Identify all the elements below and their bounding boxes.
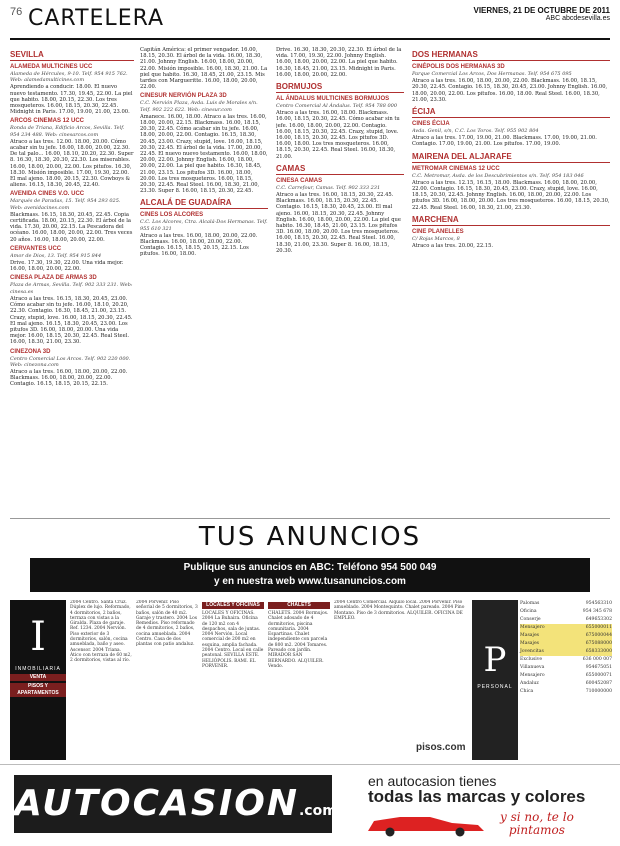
cinema-name: CINEZONA 3D [10, 348, 51, 355]
phone-label: Jovencitas [520, 649, 544, 654]
site-url[interactable]: abcdesevilla.es [562, 15, 610, 22]
pisos-logo[interactable]: pisos.com [416, 742, 466, 753]
autocasion-domain: .com [298, 803, 337, 819]
banner-web[interactable]: y en nuestra web www.tusanuncios.com [214, 576, 406, 587]
classified-text-3: LOCALES Y OFICINAS. 2004 La Buhaira. Oficina de 120 m2 con 4 despachos, sala de juntas. 2004 Nervión. Local comercial de 200 m2 en esquina, amplia fachada. 2004 Centro. Local en calle peatonal. SEVILLA ESTE. HELIÓPOLIS. BAMI. EL PORVENIR. [202, 611, 264, 669]
category-venta: VENTA [10, 674, 66, 681]
showtimes-listing: Drive. 16.30, 18.30, 20.30, 22.30. El árbol de la vida. 17.00, 19.30, 22.00. Johnny English. 16.00, 18.00, 20.00, 22.00. La piel que habito. 16.30, 18.45, 21.00, 23.15. Midnight in Paris. 16.00, 18.00, 20.00, 22.00. [276, 47, 402, 78]
showtimes-listing: Amanece. 16.00, 18.00. Atraco a las tres. 16.00, 18.00, 20.00, 22.15. Blackmass. 16.00, 18.15, 20.30, 22.45. Cómo acabar sin tu jefe. 16.00, 18.00, 20.00, 22.00. Contagio. 16.15, 18.30, 20.45, 23.00. Crazy, stupid, love. 16.00, 18.15, 20.30, 22.45. El árbol de la vida. 17.00, 20.00, 22.45. El nuevo nuevo testamento. 16.00, 18.00, 20.00, 22.00. Johnny English. 16.00, 18.00, 20.00, 22.00. La piel que habito. 16.30, 18.45, 21.00, 23.15. Los pitufos 3D. 16.00, 18.00, 20.00. Los tres mosqueteros. 16.00, 18.15, 20.30, 22.45. Real Steel. 16.00, 18.30, 21.00, 23.30. Super 8. 16.00, 18.15, 20.30, 22.45. [140, 113, 268, 195]
showtimes-listing: Atraco a las tres. 16.00, 18.00. Blackmass. 16.00, 18.15, 20.30, 22.45. Cómo acabar sin tu jefe. 16.00, 18.00, 20.00, 22.00. Contagio. 16.00, 18.15, 20.30, 22.45. Crazy, stupid, love. 16.00, 18.15, 20.30, 22.45. Los pitufos 3D. 16.00, 18.00. Los tres mosqueteros. 16.00, 18.15, 20.30, 22.45. Real Steel. 16.00, 18.30, 21.00. [276, 110, 400, 160]
phone-row [520, 656, 612, 664]
town-heading: SEVILLA [10, 50, 134, 61]
classified-column-1: 2004 Centro. Santa Cruz. Dúplex de lujo. Reformado, 4 dormitorios, 2 baños, terraza con vistas a la Giralda. Plaza de garaje. Ref. 1234. 2004 Nervión. Piso exterior de 3 dormitorios, salón, cocina amueblada, baño y aseo. Ascensor. 2004 Triana. Ático con terraza de 60 m2, 2 dormitorios, vistas al río. [70, 600, 132, 664]
phone-row [520, 624, 612, 632]
town-heading: ALCALÁ DE GUADAÍRA [140, 198, 268, 209]
cinema-address: C.C. Nervión Plaza, Avda. Luis de Morales s/n. Telf. 902 222 622. Web: cinesur.com [140, 100, 258, 113]
showtimes-listing: Atraco a las tres. 16.00, 18.15, 20.30, 22.45. Blackmass. 16.00, 18.15, 20.30, 22.45. Contagio. 16.15, 18.30, 20.45, 23.00. El mal ajeno. 16.00, 18.15, 20.30, 22.45. Johnny English. 16.00, 18.00, 20.00, 22.00. La piel que habito. 16.30, 18.45, 21.00, 23.15. Los pitufos 3D. 16.00, 18.00, 20.00. Los tres mosqueteros. 16.00, 18.15, 20.30, 22.45. Real Steel. 16.00, 18.30, 21.00, 23.30. Super 8. 16.00, 18.15, 20.30. [276, 192, 401, 254]
subline-2: pintamos [508, 823, 565, 837]
cartelera-column-2 [140, 46, 268, 516]
phone-label: Mensajero [520, 625, 545, 630]
cinema-name: AVENIDA CINES V.O. UCC [10, 191, 85, 198]
autocasion-logo[interactable] [14, 775, 337, 833]
phone-label: Masajes [520, 641, 540, 646]
cinema-name: CINESUR NERVIÓN PLAZA 3D [140, 93, 227, 100]
phone-label: Palomas [520, 601, 540, 606]
showtimes-listing: Capitán América: el primer vengador. 16.00, 18.15, 20.30. El árbol de la vida. 16.00, 18.30, 21.00. Johnny English. 16.00, 18.00, 20.00, 22.00. Misión imposible. 16.00, 18.30, 21.00. La piel que habito. 16.30, 18.45, 21.00, 23.15. Mis tardes con Margueritte. 16.00, 18.00, 20.00, 22.00. [140, 47, 268, 91]
phone-number[interactable]: 658333000 [585, 649, 612, 654]
showtimes-listing: Drive. 17.30, 19.30, 22.00. Una vida mejor. 16.00, 18.00, 20.00, 22.00. [10, 260, 124, 273]
town-heading: MAIRENA DEL ALJARAFE [412, 152, 610, 163]
phone-row [520, 616, 612, 624]
cinema-name: ALAMEDA MULTICINES UCC [10, 64, 93, 70]
subline-1: y si no, te lo [500, 810, 574, 824]
phone-number[interactable]: 710000000 [585, 689, 612, 694]
showtimes-listing: Atraco a las tres. 16.00, 18.00, 20.00, 22.00. Blackmass. 16.00, 18.00, 20.00, 22.00. Contagio. 16.15, 18.15, 20.15, 22.15. [10, 368, 128, 388]
inmobiliaria-logo-icon: I [30, 614, 46, 660]
personal-label: PERSONAL [477, 684, 513, 690]
brand-text: ABC [545, 15, 561, 22]
cinema-address: Marqués de Paradas, 15. Telf. 954 293 025. Web: avenidacines.com [10, 198, 121, 211]
phone-row [520, 608, 612, 616]
phone-label: Conserje [520, 617, 541, 622]
showtimes-listing: Atraco a las tres. 17.00, 19.00, 21.00. Blackmass. 17.00, 19.00, 21.00. Contagio. 17.00, 19.00, 21.00. Los pitufos. 17.00, 19.00. [412, 135, 597, 148]
cinema-address: Centro Comercial Al Ándalus. Telf. 954 788 000 [276, 103, 398, 110]
cinema-address: Avda. Genil, s/n, C.C. Los Toros. Telf. 955 902 804 [412, 128, 539, 135]
phone-row [520, 640, 612, 648]
showtimes-listing: Atraco a las tres. 16.00, 18.00, 20.00, 22.00. Blackmass. 16.00, 18.00, 20.00, 22.00. Contagio. 16.15, 18.15, 20.15, 22.15. Los pitufos. 16.00, 18.00. [140, 232, 258, 258]
cinema-name: CINES LOS ALCORES [140, 212, 204, 219]
section-title: CARTELERA [28, 6, 165, 31]
phone-label: Chica [520, 689, 534, 694]
tagline-2: todas las marcas y colores [368, 787, 586, 806]
town-heading: ÉCIJA [412, 107, 610, 118]
phone-listings [520, 600, 612, 760]
classifieds-banner [30, 558, 590, 592]
phone-number[interactable]: 655000011 [585, 625, 612, 630]
autocasion-logo-text: AUTOCASION [14, 783, 299, 824]
phone-number[interactable]: 649653302 [585, 617, 612, 622]
cinema-address: Centro Comercial Los Arcos. Telf. 902 220 000. Web: cinezona.com [10, 355, 131, 368]
town-heading: BORMUJOS [276, 82, 404, 93]
header-rule [10, 38, 610, 40]
cinema-name: METROMAR CINEMAS 12 UCC [412, 165, 500, 172]
showtimes-listing: Atraco a las tres. 20.00, 22.15. [412, 243, 494, 250]
phone-number[interactable]: 954563310 [585, 601, 612, 606]
showtimes-listing: Atraco a las tres. 12.15, 16.15, 18.00. Blackmass. 16.00, 18.00, 20.00, 22.00. Contagio. 16.15, 18.30, 20.45, 23.00. Crazy, stupid, love. 16.00, 18.15, 20.30, 22.45. Johnny English. 16.00, 18.00, 20.00, 22.00. Los pitufos 3D. 16.00, 18.00, 20.00. Los tres mosqueteros. 16.00, 18.15, 20.30, 22.45. Real Steel. 16.00, 18.30, 21.00, 23.30. [412, 179, 610, 211]
autocasion-subline [500, 811, 574, 837]
tagline-1: en autocasion tienes [368, 773, 497, 789]
phone-number[interactable]: 636 000 007 [582, 657, 612, 662]
phone-number[interactable]: 954675051 [585, 665, 612, 670]
cinema-address: Amor de Dios, 13. Telf. 954 915 844 [10, 252, 102, 259]
cartelera-column-3 [276, 46, 404, 516]
cinema-name: ARCOS CINEMAS 12 UCC [10, 118, 85, 125]
phone-label: Andaluz [520, 681, 539, 686]
phone-row [520, 664, 612, 672]
cinema-address: Ronda de Triana, Edificio Arcos, Sevilla. Telf. 954 234 488. Web: cinesarcos.com [10, 125, 125, 138]
classified-column-2: 2004 Porvenir. Piso señorial de 5 dormitorios, 3 baños, salón de 40 m2. Garaje y trastero. 2004 Los Remedios. Piso reformado de 4 dormitorios, 2 baños, cocina amueblada. 2004 Centro. Casa de dos plantas con patio andaluz. [136, 600, 198, 648]
phone-number[interactable]: 954 345 678 [582, 609, 612, 614]
classified-column-4 [268, 600, 330, 760]
cinema-name: CERVANTES UCC [10, 245, 62, 252]
cinema-address: Alameda de Hércules, 9-10. Telf. 954 915 762. Web: alamedamulticines.com [10, 71, 128, 84]
autocasion-ad[interactable] [0, 764, 620, 846]
phone-row [520, 688, 612, 696]
banner-phone: Publique sus anuncios en ABC: Teléfono 954 500 049 [183, 562, 437, 573]
cinema-address: C/ Rojas Marcos, 8 [412, 235, 460, 242]
autocasion-tagline [368, 773, 613, 805]
town-heading: MARCHENA [412, 215, 610, 226]
page-date [474, 6, 611, 22]
category-locales: LOCALES Y OFICINAS [202, 602, 264, 609]
showtimes-listing: Atraco a las tres. 16.15, 18.30, 20.45, 23.00. Cómo acabar sin tu jefe. 16.00, 18.10, 20.20, 22.30. Contagio. 16.30, 18.45, 21.00, 23.15. Crazy, stupid, love. 16.00, 18.15, 20.30, 22.45. El mal ajeno. 16.15, 18.30, 20.45, 23.00. Los pitufos 3D. 16.00, 18.00, 20.00. Una vida mejor. 16.00, 18.15, 20.30, 22.45. Real Steel. 16.00, 18.30, 21.00, 23.30. [10, 295, 133, 346]
cinema-name: AL ÁNDALUS MULTICINES BORMUJOS [276, 96, 390, 103]
phone-label: Mensajero [520, 673, 545, 678]
category-pisos: PISOS Y APARTAMENTOS [10, 683, 66, 697]
phone-row [520, 632, 612, 640]
town-heading: DOS HERMANAS [412, 50, 610, 61]
showtimes-listing: Atraco a las tres. 16.00, 18.00, 20.00, 22.00. Blackmass. 16.00, 18.15, 20.30, 22.45. Contagio. 16.15, 18.30, 20.45, 23.00. Johnny English. 16.00, 18.00, 20.00, 22.00. Los pitufos. 16.00, 18.00. Real Steel. 16.00, 18.30, 21.00, 23.30. [412, 78, 608, 103]
phone-row [520, 600, 612, 608]
cinema-address: Parque Comercial Los Arcos, Dos Hermanas. Telf. 954 675 095 [412, 71, 572, 77]
cartelera-column-1 [10, 46, 134, 516]
phone-label: Villanueva [520, 665, 545, 670]
cartelera-column-4 [412, 46, 610, 516]
phone-label: Masajes [520, 633, 540, 638]
cinema-name: CINÉPOLIS DOS HERMANAS 3D [412, 64, 505, 70]
showtimes-listing: Blackmass. 16.15, 18.30, 20.45, 22.45. Copia certificada. 18.00, 20.15, 22.30. El árbol de la vida. 17.30, 20.00, 22.15. La Pescadora del océano. 16.00, 18.00, 20.00, 22.00. Tres veces 20 años. 16.00, 18.00, 20.00, 22.00. [10, 211, 133, 243]
phone-number[interactable]: 600452087 [585, 681, 612, 686]
phone-number[interactable]: 675000044 [585, 633, 612, 638]
section-divider [10, 518, 610, 519]
category-chalets: CHALETS [268, 602, 330, 609]
classified-column-5: 2004 Centro Comercial. Alquilo local. 2004 Porvenir. Piso amueblado. 2004 Montequinto. Chalet pareado. 2004 Pino Montano. Piso de 3 dormitorios. ALQUILER. OFICINA DE EMPLEO. [334, 600, 465, 621]
cinema-address: C.C. Los Alcores, Ctra. Alcalá-Dos Hermanas. Telf. 955 610 321 [140, 219, 268, 232]
cinema-name: CINESA CAMAS [276, 177, 323, 184]
personal-logo-icon: P [483, 640, 507, 680]
page-folio: 76 [10, 6, 23, 18]
phone-row [520, 648, 612, 656]
classified-column-3 [202, 600, 264, 760]
inmobiliaria-label: INMOBILIARIA [15, 666, 61, 672]
cinema-address: Plaza de Armas, Sevilla. Telf. 902 333 231. Web: cinesa.es [10, 282, 133, 295]
classified-text-4: CHALETS. 2004 Bormujos. Chalet adosado de 4 dormitorios, piscina comunitaria. 2004 Espartinas. Chalet independiente con parcela de 800 m2. 2004 Tomares. Pareado con jardín. MIRADOR SAN BERNARDO. ALQUILER. Vendo. [268, 611, 329, 669]
cinema-address: C.C. Carrefour, Camas. Telf. 902 333 231 [276, 184, 381, 191]
town-heading: CAMAS [276, 164, 404, 175]
classifieds-title: TUS ANUNCIOS [198, 522, 422, 552]
phone-number[interactable]: 675088000 [585, 641, 612, 646]
date-text: VIERNES, 21 DE OCTUBRE DE 2011 [473, 6, 610, 15]
personal-block [472, 600, 518, 760]
car-icon [360, 811, 490, 837]
phone-number[interactable]: 655000071 [585, 673, 612, 678]
showtimes-listing: Aprendiendo a conducir. 18.00. El nuevo nuevo testamento. 17.30, 19.45, 22.00. La piel que habito. 18.00, 20.15, 22.30. Los tres mosqueteros. 16.00, 18.15, 20.30, 22.45. Midnight in Paris. 17.00, 19.00, 21.00, 23.00. [10, 84, 133, 116]
cinema-name: CINESA PLAZA DE ARMAS 3D [10, 275, 97, 282]
phone-row [520, 680, 612, 688]
phone-label: Oficina [520, 609, 537, 614]
inmobiliaria-block [10, 600, 66, 760]
showtimes-listing: Atraco a las tres. 12.00. 18.00, 20.00. Cómo acabar sin tu jefe. 16.00, 18.00, 20.00, 22.30. De tal palo... 16.00, 18.10, 20.20, 22.30. Super 8. 16.30, 18.30, 20.30, 22.30. Los miserables. 16.00, 18.00, 20.00, 22.00. Los pitufos. 16.30, 18.30. Misión imposible. 17.00, 19.30, 22.00. El mal ajeno. 18.00, 20.15, 22.30. Cowboys & aliens. 16.15, 18.30, 20.45, 22.40. [10, 138, 134, 189]
cinema-name: CINE PLANELLES [412, 228, 464, 235]
phone-label: Exclusive [520, 657, 543, 662]
phone-row [520, 672, 612, 680]
cinema-name: CINES ÉCIJA [412, 121, 450, 128]
cinema-address: C.C. Metromar, Avda. de los Descubrimientos s/n. Telf. 954 183 046 [412, 172, 584, 179]
